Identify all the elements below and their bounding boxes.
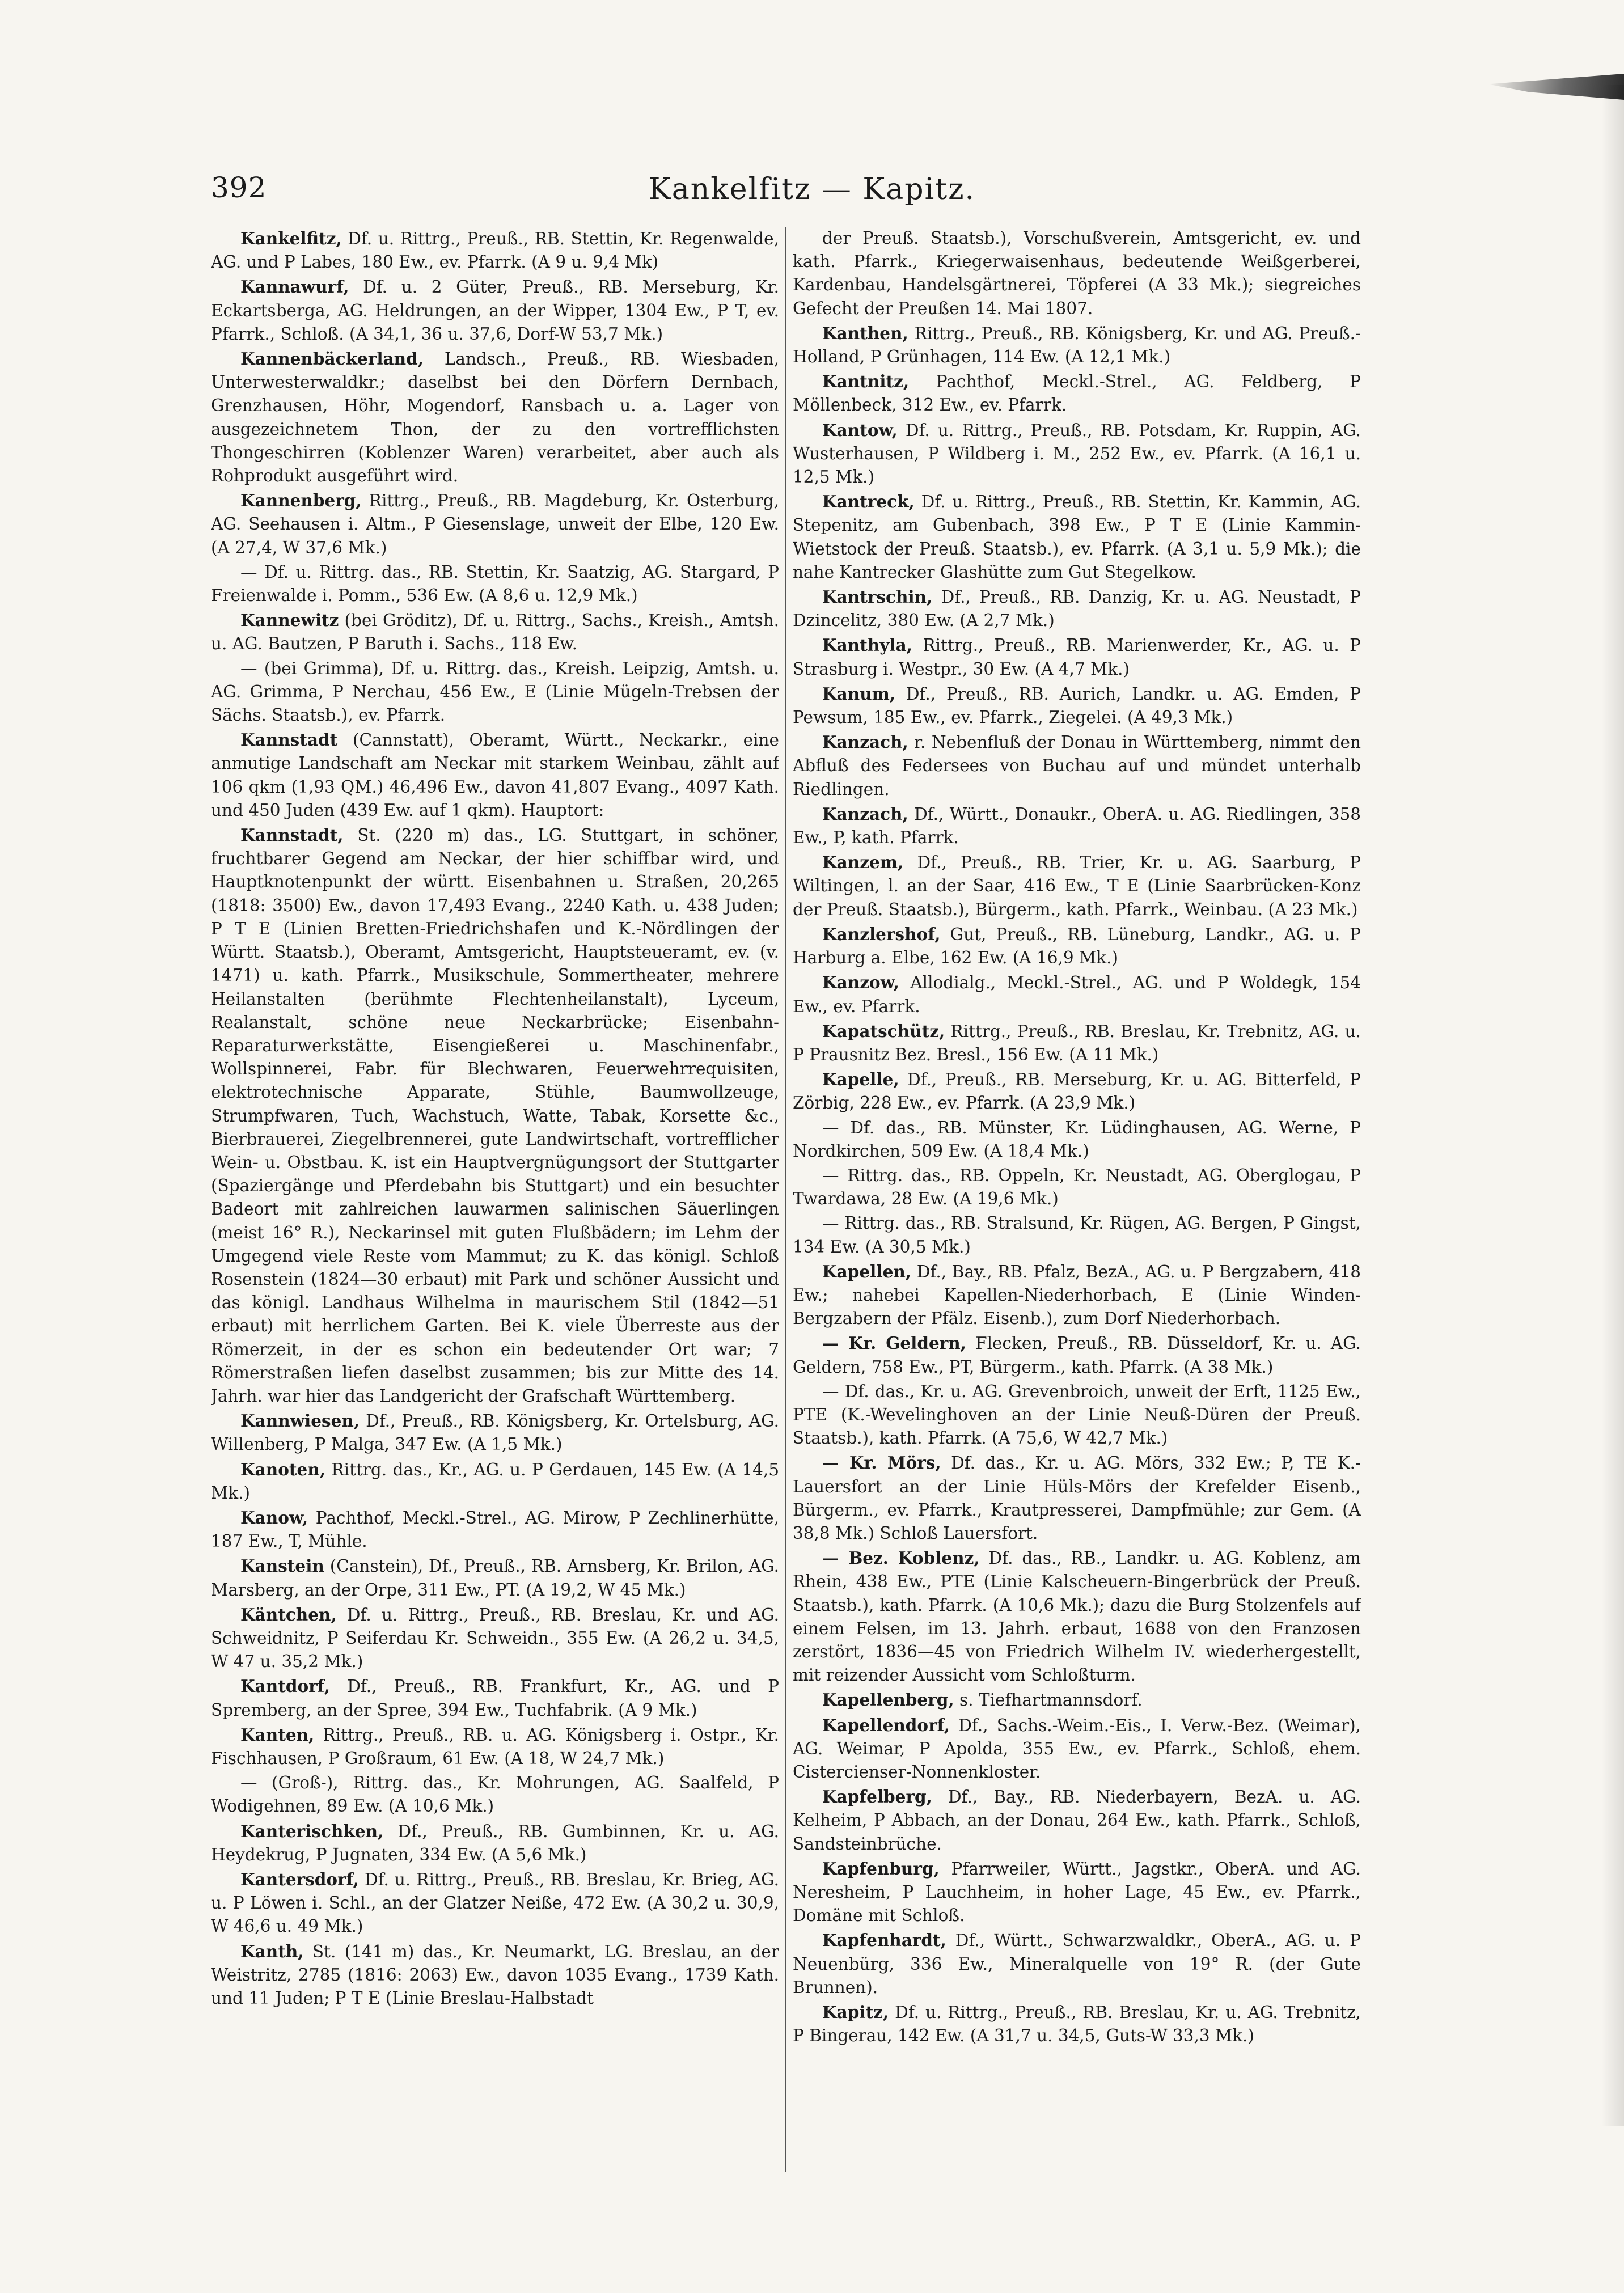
- entry-headword: Kanzlershof,: [822, 924, 941, 944]
- dictionary-entry: [211, 561, 779, 607]
- dictionary-entry: [211, 227, 779, 274]
- entry-headword: Kankelfitz,: [240, 229, 342, 248]
- dictionary-entry: [211, 1409, 779, 1456]
- entry-text: Rittrg. das., Kr., AG. u. P Gerdauen, 145 Ew. (A 14,5 Mk.): [211, 1459, 779, 1503]
- entry-headword: Kapatschütz,: [822, 1021, 945, 1041]
- dictionary-entry: [211, 823, 779, 1408]
- dictionary-entry: [793, 682, 1361, 729]
- dictionary-entry: [793, 1260, 1361, 1331]
- entry-text: Pachthof, Meckl.-Strel., AG. Mirow, P Zechlinerhütte, 187 Ew., T, Mühle.: [211, 1508, 779, 1551]
- entry-text: — (bei Grimma), Df. u. Rittrg. das., Kreish. Leipzig, Amtsh. u. AG. Grimma, P Nerchau, 456 Ew., E (Linie Mügeln-Trebsen der Sächs. Staatsb.), ev. Pfarrk.: [211, 658, 779, 725]
- entry-text: Allodialg., Meckl.-Strel., AG. und P Woldegk, 154 Ew., ev. Pfarrk.: [793, 973, 1361, 1016]
- dictionary-entry: [211, 1506, 779, 1553]
- entry-headword: Kannewitz: [240, 610, 339, 631]
- entry-text: (bei Gröditz), Df. u. Rittrg., Sachs., Kreish., Amtsh. u. AG. Bautzen, P Baruth i. Sachs., 118 Ew.: [211, 611, 779, 654]
- entry-headword: — Kr. Mörs,: [822, 1453, 941, 1473]
- entry-text: Df. u. Rittrg., Preuß., RB. Breslau, Kr. und AG. Schweidnitz, P Seiferdau Kr. Schweidn., 355 Ew. (A 26,2 u. 34,5, W 47 u. 35,2 Mk.): [211, 1605, 779, 1672]
- entry-headword: Kannwiesen,: [240, 1411, 360, 1431]
- entry-text: s. Tiefhartmannsdorf.: [954, 1690, 1143, 1710]
- entry-text: Df., Württ., Donaukr., OberA. u. AG. Riedlingen, 358 Ew., P, kath. Pfarrk.: [793, 804, 1361, 848]
- entry-headword: Kanten,: [240, 1724, 315, 1745]
- dictionary-entry: [211, 275, 779, 346]
- dictionary-entry: [793, 1546, 1361, 1687]
- entry-text: Pfarrweiler, Württ., Jagstkr., OberA. und AG. Neresheim, P Lauchheim, in hoher Lage, 45 Ew., ev. Pfarrk., Domäne mit Schloß.: [793, 1859, 1361, 1926]
- dictionary-entry: [211, 1674, 779, 1721]
- entry-headword: Kantow,: [822, 420, 898, 440]
- entry-headword: Kanoten,: [240, 1459, 325, 1479]
- dictionary-entry: [793, 802, 1361, 849]
- entry-text: St. (220 m) das., LG. Stuttgart, in schöner, fruchtbarer Gegend am Neckar, der hier schiffbar wird, und Hauptknotenpunkt der württ. Eisenbahnen u. Straßen, 20,265 (1818: 3500) Ew., davon 17,493 Evang., 2240 Kath. u. 438 Juden; P T E (Linien Bretten-Friedrichshafen und K.-Nördlingen der Württ. Staatsb.), Oberamt, Amtsgericht, Hauptsteueramt, ev. (v. 1471) u. kath. Pfarrk., Musikschule, Sommertheater, mehrere Heilanstalten (berühmte Flechtenheilanstalt), Lyceum, Realanstalt, schöne neue Neckarbrücke; Eisenbahn-Reparaturwerkstätte, Eisengießerei u. Maschinenfabr., Wollspinnerei, Fabr. für Blechwaren, Feuerwehrrequisiten, elektrotechnische Apparate, Stühle, Baumwollzeuge, Strumpfwaren, Tuch, Wachstuch, Watte, Tabak, Korsette &c., Bierbrauerei, Ziegelbrennerei, gute Landwirtschaft, vortrefflicher Wein- u. Obstbau. K. ist ein Hauptvergnügungsort der Stuttgarter (Spaziergänge und Pferdebahn bis Stuttgart) und ein besuchter Badeort mit zahlreichen lauwarmen salinischen Säuerlingen (meist 16° R.), Neckarinsel mit guten Flußbädern; im Lehm der Umgegend viele Reste vom Mammut; zu K. das königl. Schloß Rosenstein (1824—30 erbaut) mit Park und schöner Aussicht und das königl. Landhaus Wilhelma in maurischem Stil (1842—51 erbaut) mit herrlichem Garten. Bei K. viele Überreste aus der Römerzeit, in der es schon ein bedeutender Ort war; 7 Römerstraßen liefen daselbst zusammen; bis zur Mitte des 14. Jahrh. war hier das Landgericht der Grafschaft Württemberg.: [211, 826, 779, 1406]
- dictionary-entry: [793, 633, 1361, 680]
- entry-headword: Kanum,: [822, 683, 896, 704]
- dictionary-entry: [211, 489, 779, 560]
- entry-headword: Kannenberg,: [240, 490, 362, 511]
- column-divider: [785, 227, 786, 2172]
- dictionary-entry: [793, 370, 1361, 417]
- dictionary-entry: [211, 1820, 779, 1867]
- dictionary-entry: [793, 1019, 1361, 1067]
- entry-headword: Kanzach,: [822, 732, 908, 752]
- scan-edge-shadow: [1601, 85, 1624, 2126]
- dictionary-entry: [211, 1603, 779, 1674]
- dictionary-entry: [793, 1451, 1361, 1545]
- dictionary-entry: [793, 1212, 1361, 1258]
- entry-text: Flecken, Preuß., RB. Düsseldorf, Kr. u. AG. Geldern, 758 Ew., PT, Bürgerm., kath. Pfarrk. (A 38 Mk.): [793, 1334, 1361, 1377]
- entry-text: (Canstein), Df., Preuß., RB. Arnsberg, Kr. Brilon, AG. Marsberg, an der Orpe, 311 Ew., PT. (A 19,2, W 45 Mk.): [211, 1556, 779, 1600]
- entry-text: Rittrg., Preuß., RB. u. AG. Königsberg i. Ostpr., Kr. Fischhausen, P Großraum, 61 Ew. (A 18, W 24,7 Mk.): [211, 1725, 779, 1768]
- dictionary-entry: [793, 730, 1361, 801]
- entry-text: Df. u. 2 Güter, Preuß., RB. Merseburg, Kr. Eckartsberga, AG. Heldrungen, an der Wipper, 1304 Ew., P T, ev. Pfarrk., Schloß. (A 34,1, 36 u. 37,6, Dorf-W 53,7 Mk.): [211, 277, 779, 344]
- entry-text: — Df. u. Rittrg. das., RB. Stettin, Kr. Saatzig, AG. Stargard, P Freienwalde i. Pomm., 536 Ew. (A 8,6 u. 12,9 Mk.): [211, 562, 779, 606]
- entry-text: (Cannstatt), Oberamt, Württ., Neckarkr., eine anmutige Landschaft am Neckar mit starkem Weinbau, zählt auf 106 qkm (1,93 QM.) 46,496 Ew., davon 41,807 Evang., 4097 Kath. und 450 Juden (439 Ew. auf 1 qkm). Hauptort:: [211, 730, 779, 820]
- entry-headword: Kapitz,: [822, 2002, 889, 2023]
- entry-text: der Preuß. Staatsb.), Vorschußverein, Amtsgericht, ev. und kath. Pfarrk., Kriegerwaisenhaus, bedeutende Weißgerberei, Kardenbau, Handelsgärtnerei, Töpferei (A 33 Mk.); siegreiches Gefecht der Preußen 14. Mai 1807.: [793, 229, 1361, 318]
- dictionary-entry: [793, 418, 1361, 489]
- entry-headword: Kantnitz,: [822, 371, 910, 392]
- entry-text: Df., Bay., RB. Niederbayern, BezA. u. AG. Kelheim, P Abbach, an der Donau, 264 Ew., kath. Pfarrk., Schloß, Sandsteinbrüche.: [793, 1787, 1361, 1854]
- entry-headword: Kapelle,: [822, 1069, 899, 1090]
- dictionary-entry: [793, 1380, 1361, 1450]
- entry-headword: Kapellenberg,: [822, 1690, 954, 1710]
- entry-headword: Kanthyla,: [822, 635, 913, 655]
- entry-text: Df. u. Rittrg., Preuß., RB. Potsdam, Kr. Ruppin, AG. Wusterhausen, P Wildberg i. M., 252 Ew., ev. Pfarrk. (A 16,1 u. 12,5 Mk.): [793, 420, 1361, 487]
- dictionary-entry: [211, 1940, 779, 2011]
- dictionary-entry: [211, 347, 779, 488]
- entry-headword: Kanzow,: [822, 972, 899, 993]
- dictionary-entry: [211, 1458, 779, 1505]
- entry-text: Df., Preuß., RB. Königsberg, Kr. Ortelsburg, AG. Willenberg, P Malga, 347 Ew. (A 1,5 Mk.): [211, 1411, 779, 1454]
- dictionary-entry: [793, 851, 1361, 921]
- dictionary-entry: [211, 1554, 779, 1601]
- entry-headword: Kanthen,: [822, 323, 908, 343]
- entry-headword: Kapellendorf,: [822, 1715, 950, 1735]
- dictionary-entry: [793, 1714, 1361, 1784]
- entry-headword: Kannstadt,: [240, 825, 344, 845]
- entry-text: Df., Preuß., RB. Merseburg, Kr. u. AG. Bitterfeld, P Zörbig, 228 Ew., ev. Pfarrk. (A 23,9 Mk.): [793, 1070, 1361, 1113]
- entry-headword: Kannenbäckerland,: [240, 349, 424, 369]
- entry-headword: Kapfenburg,: [822, 1858, 940, 1879]
- running-head: Kankelfitz — Kapitz.: [648, 172, 976, 206]
- entry-text: Df., Preuß., RB. Trier, Kr. u. AG. Saarburg, P Wiltingen, l. an der Saar, 416 Ew., T E (Linie Saarbrücken-Konz der Preuß. Staatsb.), Bürgerm., kath. Pfarrk., Weinbau. (A 23 Mk.): [793, 853, 1361, 919]
- entry-text: Df., Bay., RB. Pfalz, BezA., AG. u. P Bergzabern, 418 Ew.; nahebei Kapellen-Niederhorbach, E (Linie Winden-Bergzabern der Pfälz. Eisenb.), zum Dorf Niederhorbach.: [793, 1262, 1361, 1329]
- entry-text: Rittrg., Preuß., RB. Marienwerder, Kr., AG. u. P Strasburg i. Westpr., 30 Ew. (A 4,7 Mk.): [793, 636, 1361, 679]
- dictionary-entry: [793, 1331, 1361, 1378]
- left-column: [211, 227, 779, 2180]
- dictionary-entry: [793, 490, 1361, 584]
- entry-headword: — Bez. Koblenz,: [822, 1548, 980, 1568]
- entry-headword: Kanterischken,: [240, 1821, 384, 1841]
- dictionary-entry: [211, 657, 779, 727]
- entry-text: Rittrg., Preuß., RB. Magdeburg, Kr. Osterburg, AG. Seehausen i. Altm., P Giesenslage, unweit der Elbe, 120 Ew. (A 27,4, W 37,6 Mk.): [211, 491, 779, 557]
- dictionary-entry: [793, 1857, 1361, 1928]
- entry-text: — Df. das., RB. Münster, Kr. Lüdinghausen, AG. Werne, P Nordkirchen, 509 Ew. (A 18,4 Mk.): [793, 1118, 1361, 1161]
- dictionary-entry: [793, 1068, 1361, 1115]
- entry-text: r. Nebenfluß der Donau in Württemberg, nimmt den Abfluß des Federsees von Buchau auf und mündet unterhalb Riedlingen.: [793, 733, 1361, 799]
- dictionary-entry: [211, 1868, 779, 1939]
- entry-headword: Kantrschin,: [822, 587, 933, 607]
- dictionary-entry: [211, 728, 779, 822]
- entry-headword: — Kr. Geldern,: [822, 1333, 967, 1353]
- entry-text: Df. das., Kr. u. AG. Mörs, 332 Ew.; P, TE K.-Lauersfort an der Linie Hüls-Mörs der Krefelder Eisenb., Bürgerm., ev. Pfarrk., Krautpresserei, Dampfmühle; zur Gem. (A 38,8 Mk.) Schloß Lauersfort.: [793, 1453, 1361, 1543]
- entry-text: — (Groß-), Rittrg. das., Kr. Mohrungen, AG. Saalfeld, P Wodigehnen, 89 Ew. (A 10,6 Mk.): [211, 1773, 779, 1816]
- dictionary-entry: [793, 1928, 1361, 1999]
- entry-headword: Kapellen,: [822, 1261, 912, 1281]
- entry-headword: Kanow,: [240, 1507, 308, 1528]
- dictionary-entry: [793, 1164, 1361, 1211]
- dictionary-entry: [793, 1688, 1361, 1712]
- entry-headword: Kantersdorf,: [240, 1869, 359, 1890]
- dictionary-entry: [793, 1116, 1361, 1163]
- entry-headword: Kantdorf,: [240, 1676, 330, 1697]
- entry-text: Df., Preuß., RB. Frankfurt, Kr., AG. und P Spremberg, an der Spree, 394 Ew., Tuchfabrik. (A 9 Mk.): [211, 1677, 779, 1720]
- right-column: [793, 227, 1361, 2180]
- entry-text: Gut, Preuß., RB. Lüneburg, Landkr., AG. u. P Harburg a. Elbe, 162 Ew. (A 16,9 Mk.): [793, 924, 1361, 968]
- entry-text: Df., Sachs.-Weim.-Eis., I. Verw.-Bez. (Weimar), AG. Weimar, P Apolda, 355 Ew., ev. Pfarrk., Schloß, ehem. Cistercienser-Nonnenkloster.: [793, 1715, 1361, 1782]
- entry-text: St. (141 m) das., Kr. Neumarkt, LG. Breslau, an der Weistritz, 2785 (1816: 2063) Ew., davon 1035 Evang., 1739 Kath. und 11 Juden; P T E (Linie Breslau-Halbstadt: [211, 1941, 779, 2008]
- entry-headword: Kapfelberg,: [822, 1787, 932, 1807]
- entry-text: — Rittrg. das., RB. Stralsund, Kr. Rügen, AG. Bergen, P Gingst, 134 Ew. (A 30,5 Mk.): [793, 1213, 1361, 1257]
- dictionary-entry: [793, 923, 1361, 970]
- dictionary-entry: [211, 1723, 779, 1770]
- entry-headword: Kantreck,: [822, 492, 915, 512]
- dictionary-entry: [793, 585, 1361, 632]
- page-number: 392: [211, 171, 267, 204]
- entry-headword: Kanstein: [240, 1556, 324, 1576]
- dictionary-entry: [211, 608, 779, 655]
- entry-headword: Kanzem,: [822, 852, 904, 873]
- entry-text: Df., Preuß., RB. Gumbinnen, Kr. u. AG. Heydekrug, P Jugnaten, 334 Ew. (A 5,6 Mk.): [211, 1821, 779, 1864]
- entry-text: Pachthof, Meckl.-Strel., AG. Feldberg, P Möllenbeck, 312 Ew., ev. Pfarrk.: [793, 372, 1361, 415]
- entry-text: Df., Preuß., RB. Aurich, Landkr. u. AG. Emden, P Pewsum, 185 Ew., ev. Pfarrk., Ziegelei. (A 49,3 Mk.): [793, 684, 1361, 727]
- entry-headword: Kapfenhardt,: [822, 1930, 946, 1951]
- entry-text: Df. u. Rittrg., Preuß., RB. Stettin, Kr. Regenwalde, AG. und P Labes, 180 Ew., ev. Pfarrk. (A 9 u. 9,4 Mk): [211, 229, 779, 272]
- entry-text: Df. das., RB., Landkr. u. AG. Koblenz, am Rhein, 438 Ew., PTE (Linie Kalscheuern-Bingerbrück der Preuß. Staatsb.), kath. Pfarrk. (A 10,6 Mk.); dazu die Burg Stolzenfels auf einem Felsen, im 13. Jahrh. erbaut, 1688 von den Franzosen zerstört, 1836—45 von Friedrich Wilhelm IV. wiederhergestellt, mit reizender Aussicht vom Schloßturm.: [793, 1549, 1361, 1685]
- entry-text: Df., Württ., Schwarzwaldkr., OberA., AG. u. P Neuenbürg, 336 Ew., Mineralquelle von 19° R. (der Gute Brunnen).: [793, 1931, 1361, 1997]
- entry-text: Rittrg., Preuß., RB. Breslau, Kr. Trebnitz, AG. u. P Prausnitz Bez. Bresl., 156 Ew. (A 11 Mk.): [793, 1021, 1361, 1064]
- dictionary-entry: [211, 1771, 779, 1818]
- entry-text: Landsch., Preuß., RB. Wiesbaden, Unterwesterwaldkr.; daselbst bei den Dörfern Dernbach, Grenzhausen, Höhr, Mogendorf, Ransbach u. a. Lager von ausgezeichnetem Thon, der zu den vortrefflichsten Thongeschirren (Koblenzer Waren) verarbeitet, aber auch als Rohprodukt ausgeführt wird.: [211, 349, 779, 486]
- dictionary-entry: [793, 321, 1361, 369]
- dictionary-entry: [793, 227, 1361, 320]
- dictionary-entry: [793, 1785, 1361, 1856]
- entry-headword: Kannstadt: [240, 730, 338, 750]
- entry-headword: Kannawurf,: [240, 277, 349, 297]
- entry-text: — Df. das., Kr. u. AG. Grevenbroich, unweit der Erft, 1125 Ew., PTE (K.-Wevelinghoven an der Linie Neuß-Düren der Preuß. Staatsb.), kath. Pfarrk. (A 75,6, W 42,7 Mk.): [793, 1381, 1361, 1448]
- entry-text: Df. u. Rittrg., Preuß., RB. Breslau, Kr. Brieg, AG. u. P Löwen i. Schl., an der Glatzer Neiße, 472 Ew. (A 30,2 u. 30,9, W 46,6 u. 49 Mk.): [211, 1870, 779, 1936]
- entry-text: Rittrg., Preuß., RB. Königsberg, Kr. und AG. Preuß.-Holland, P Grünhagen, 114 Ew. (A 12,1 Mk.): [793, 323, 1361, 367]
- dictionary-entry: [793, 971, 1361, 1018]
- entry-text: Df. u. Rittrg., Preuß., RB. Stettin, Kr. Kammin, AG. Stepenitz, am Gubenbach, 398 Ew., P T E (Linie Kammin-Wietstock der Preuß. Staatsb.), ev. Pfarrk. (A 3,1 u. 5,9 Mk.); die nahe Kantrecker Glashütte zum Gut Stegelkow.: [793, 492, 1361, 582]
- entry-text: Df., Preuß., RB. Danzig, Kr. u. AG. Neustadt, P Dzincelitz, 380 Ew. (A 2,7 Mk.): [793, 587, 1361, 631]
- entry-text: Df. u. Rittrg., Preuß., RB. Breslau, Kr. u. AG. Trebnitz, P Bingerau, 142 Ew. (A 31,7 u. 34,5, Guts-W 33,3 Mk.): [793, 2003, 1361, 2046]
- entry-headword: Kanzach,: [822, 803, 908, 824]
- entry-text: — Rittrg. das., RB. Oppeln, Kr. Neustadt, AG. Oberglogau, P Twardawa, 28 Ew. (A 19,6 Mk.): [793, 1165, 1361, 1209]
- entry-headword: Kanth,: [240, 1941, 304, 1961]
- entry-headword: Käntchen,: [240, 1604, 337, 1624]
- dictionary-entry: [793, 2000, 1361, 2047]
